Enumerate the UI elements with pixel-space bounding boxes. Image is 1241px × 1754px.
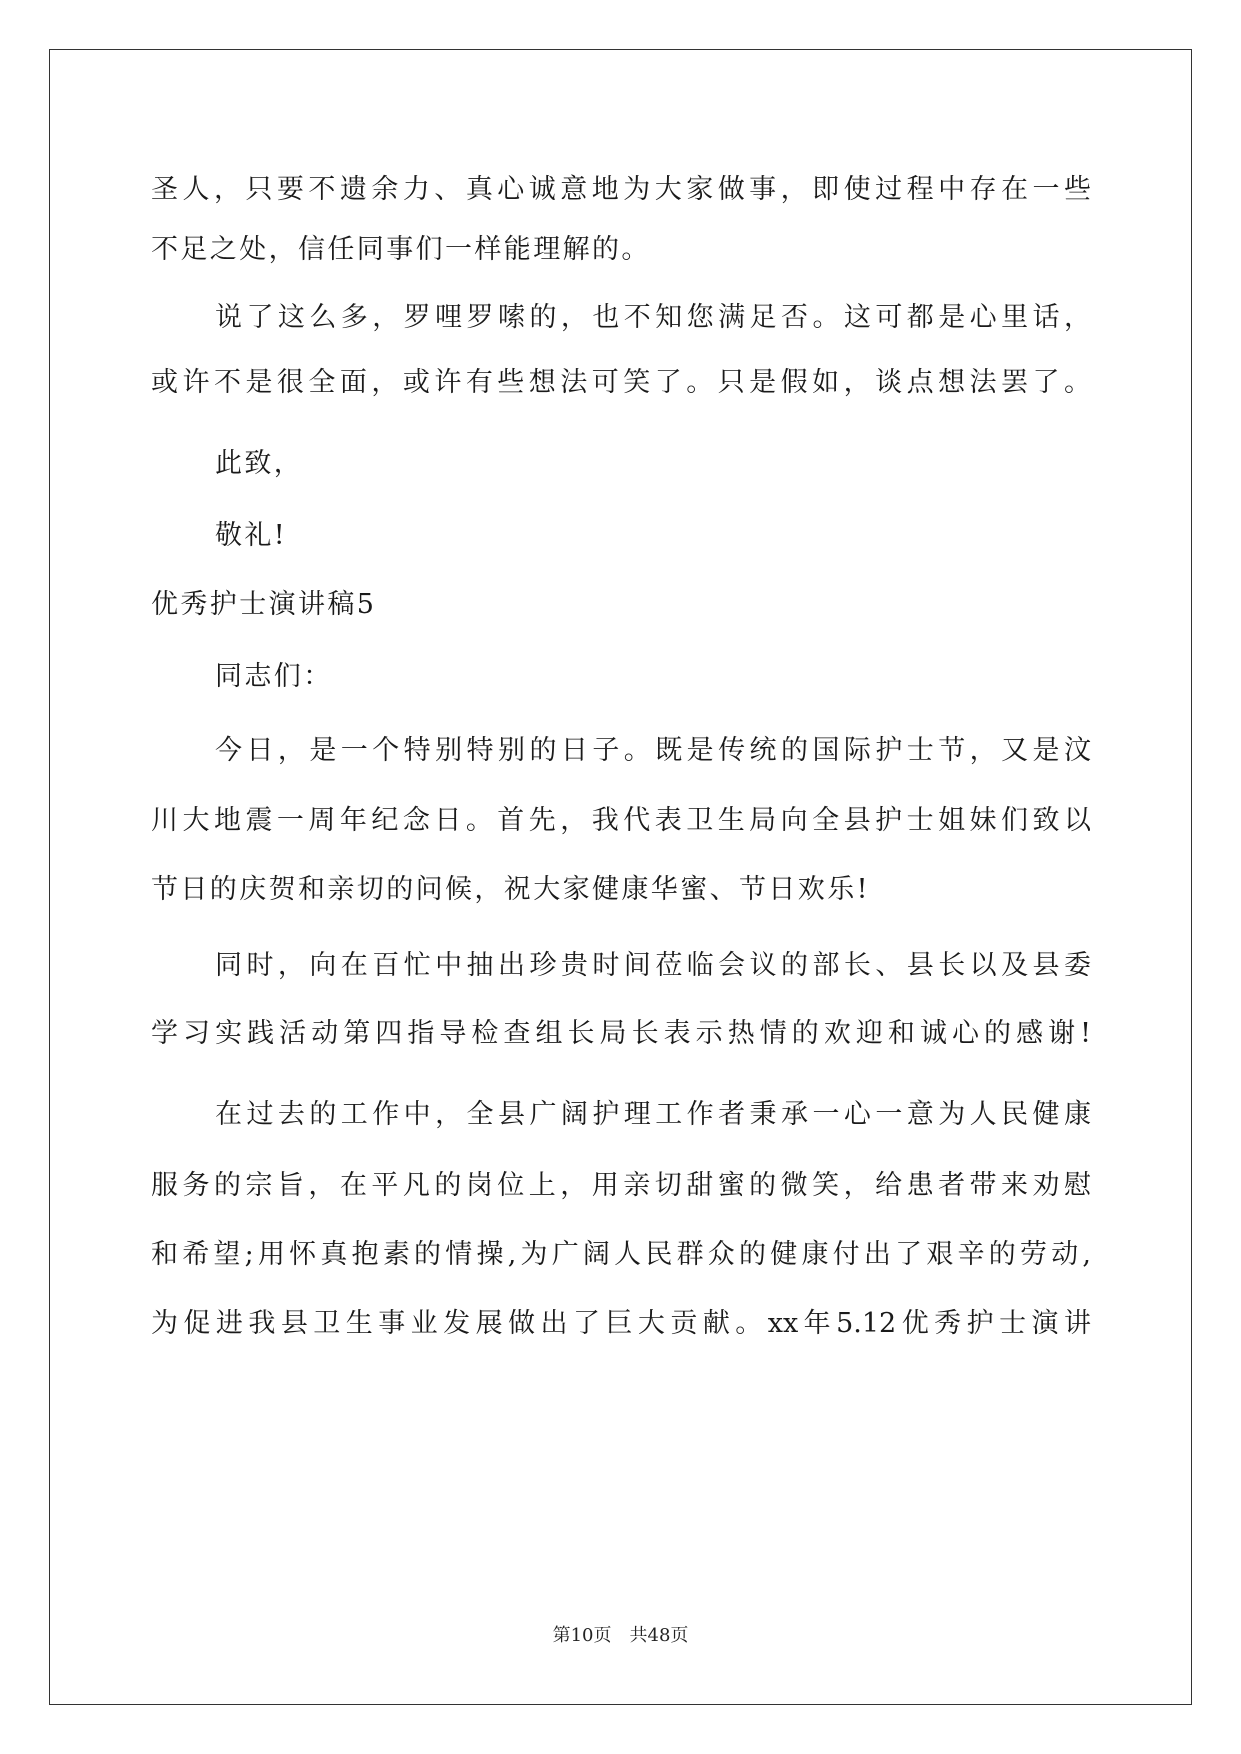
paragraph-line: 说了这么多，罗哩罗嗦的，也不知您满足否。这可都是心里话，: [215, 302, 1091, 333]
paragraph-line: 学习实践活动第四指导检查组长局长表示热情的欢迎和诚心的感谢!: [151, 1018, 1091, 1049]
paragraph-line: 同时，向在百忙中抽出珍贵时间莅临会议的部长、县长以及县委: [215, 950, 1091, 981]
page-footer: [0, 1621, 1241, 1647]
paragraph-line: 服务的宗旨，在平凡的岗位上，用亲切甜蜜的微笑，给患者带来劝慰: [151, 1170, 1091, 1201]
paragraph-line: 和希望;用怀真抱素的情操,为广阔人民群众的健康付出了艰辛的劳动,: [151, 1239, 1091, 1270]
paragraph-line: 为促进我县卫生事业发展做出了巨大贡献。xx年5.12优秀护士演讲: [151, 1308, 1091, 1339]
paragraph-line: 节日的庆贺和亲切的问候，祝大家健康华蜜、节日欢乐!: [151, 874, 870, 905]
salutation-line: 同志们：: [215, 661, 333, 692]
section-heading: 优秀护士演讲稿5: [151, 589, 377, 620]
closing-line: 此致，: [215, 448, 304, 479]
paragraph-line: 川大地震一周年纪念日。首先，我代表卫生局向全县护士姐妹们致以: [151, 805, 1091, 836]
page-total: 共48页: [629, 1625, 689, 1646]
paragraph-line: 或许不是很全面，或许有些想法可笑了。只是假如，谈点想法罢了。: [151, 367, 1091, 398]
page-number: 第10页: [552, 1625, 612, 1646]
paragraph-line: 今日，是一个特别特别的日子。既是传统的国际护士节，又是汶: [215, 735, 1091, 766]
paragraph-line: 圣人，只要不遗余力、真心诚意地为大家做事，即使过程中存在一些: [151, 174, 1091, 205]
closing-line: 敬礼!: [215, 520, 288, 551]
paragraph-line: 在过去的工作中，全县广阔护理工作者秉承一心一意为人民健康: [215, 1099, 1091, 1130]
paragraph-line: 不足之处，信任同事们一样能理解的。: [151, 234, 651, 265]
